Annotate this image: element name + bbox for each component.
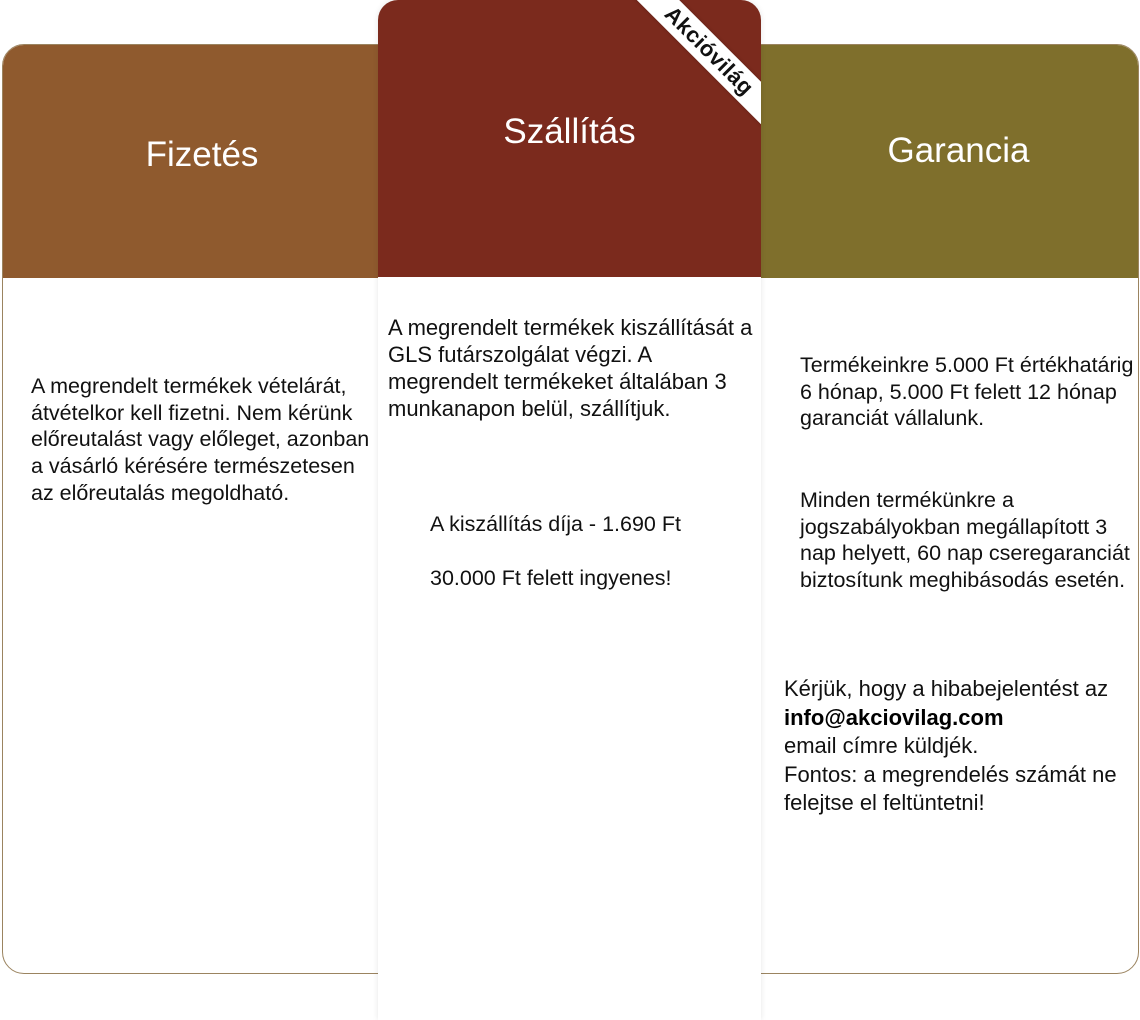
warranty-contact [784,675,1129,818]
payment-title: Fizetés [145,135,259,174]
warranty-note: Fontos: a megrendelés számát ne felejtse el feltüntetni! [784,761,1117,816]
shipping-title: Szállítás [503,112,636,151]
payment-description: A megrendelt termékek vételárát, átvételkor kell fizetni. Nem kérünk előreutalást vagy előleget, azonban a vásárló kérésére természetesen az előreutalás megoldható. [31,374,370,505]
warranty-paragraph-2: Minden termékünkre a jogszabályokban megállapított 3 nap helyett, 60 nap cseregaranciát biztosítunk meghibásodás esetén. [800,488,1130,593]
shipping-fee: A kiszállítás díja - 1.690 Ft [430,512,681,536]
warranty-contact-suffix: email címre küldjék. [784,733,979,759]
warranty-card-header [739,45,1138,278]
warranty-contact-prefix: Kérjük, hogy a hibabejelentést az [784,676,1109,701]
warranty-title: Garancia [887,131,1030,170]
akciovilag-ribbon: Akcióvilág [628,0,761,132]
shipping-card [378,0,761,1020]
shipping-intro: A megrendelt termékek kiszállítását a GLS futárszolgálat végzi. A megrendelt termékeket általában 3 munkanapon belül, szállítjuk. [388,315,753,421]
warranty-paragraph-1: Termékeinkre 5.000 Ft értékhatárig 6 hónap, 5.000 Ft felett 12 hónap garanciát vállalunk. [800,353,1134,431]
shipping-free-threshold: 30.000 Ft felett ingyenes! [430,566,672,590]
warranty-card [738,44,1139,974]
payment-card [2,44,402,974]
warranty-email-link[interactable]: info@akciovilag.com [784,704,1004,730]
payment-card-header [3,45,401,278]
